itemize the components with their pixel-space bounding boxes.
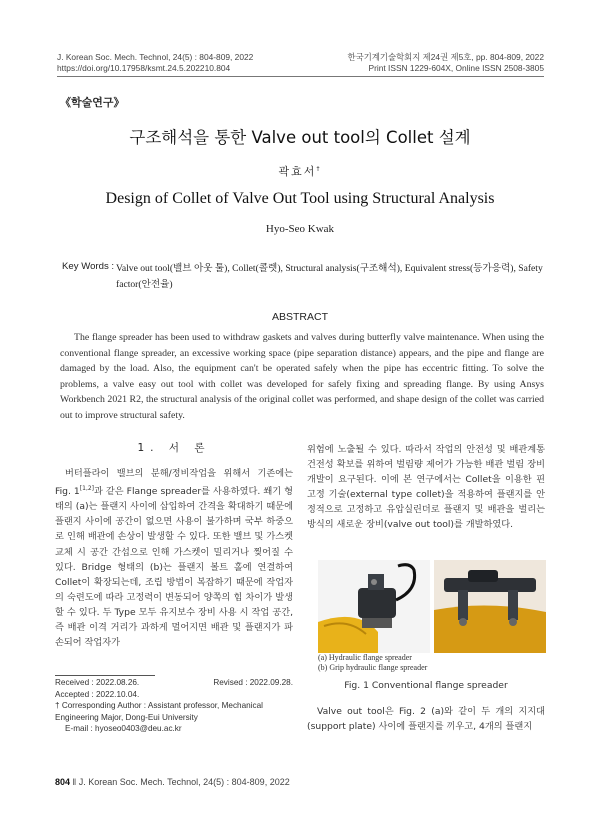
received-date: Received : 2022.08.26. <box>55 678 140 687</box>
corresponding-author: † Corresponding Author : Assistant professor, Mechanical Engineering Major, Dong-Eui University <box>55 701 263 722</box>
grip-flange-spreader-photo <box>434 560 546 653</box>
footer-journal: J. Korean Soc. Mech. Technol, 24(5) : 804-809, 2022 <box>78 777 290 787</box>
revised-date: Revised : 2022.09.28. <box>213 678 293 687</box>
keywords-text: Valve out tool(밸브 아웃 툴), Collet(콜렛), Structural analysis(구조해석), Equivalent stress(등가응력), Safety factor(안전율) <box>116 263 543 290</box>
subcaption-a: (a) Hydraulic flange spreader <box>318 653 412 662</box>
article-category: 《학술연구》 <box>60 96 125 109</box>
author-name-ko: 곽효서 <box>278 165 317 178</box>
doi-link[interactable]: https://doi.org/10.17958/ksmt.24.5.202210.804 <box>57 63 231 73</box>
accepted-date: Accepted : 2022.10.04. <box>55 689 140 699</box>
title-english: Design of Collet of Valve Out Tool using Structural Analysis <box>105 190 495 207</box>
keywords-label: Key Words : <box>62 261 115 272</box>
intro-left-column <box>55 466 293 650</box>
footnotes <box>55 677 293 735</box>
page-footer: 804 ‖ J. Korean Soc. Mech. Technol, 24(5) : 804-809, 2022 <box>55 777 290 787</box>
received-revised-row <box>55 677 293 689</box>
author-email[interactable]: E-mail : hyoseo0403@deu.ac.kr <box>65 724 182 733</box>
journal-citation: J. Korean Soc. Mech. Technol, 24(5) : 804-809, 2022 <box>57 52 254 62</box>
subcaption-b: (b) Grip hydraulic flange spreader <box>318 663 428 672</box>
running-header-left <box>57 52 253 74</box>
intro-paragraph-1 <box>55 466 293 650</box>
author-english: Hyo-Seo Kwak <box>265 223 335 235</box>
corresponding-mark: † <box>316 165 322 173</box>
figure-1-subcaptions <box>318 653 427 673</box>
author-korean <box>0 163 600 179</box>
abstract-body: The flange spreader has been used to withdraw gaskets and valves during butterfly valve maintenance. When using the conventional flange spreader, an excessive working space (pipe separation distance) appears, and the pipe and flange are damaged by the load. Also, the equipment can't be operated safely when the pipe has eccentric fitting. To solve the problems, a valve easy out tool with collet was developed for safely fixing and spreading flange. By using Ansys Workbench 2021 R2, the structural analysis of the original collet was performed, and shape design of the collet was carried out to improve structural safety. <box>60 332 544 421</box>
footnote-rule <box>55 675 155 676</box>
title-korean: 구조해석을 통한 Valve out tool의 Collet 설계 <box>129 128 471 147</box>
intro-text-part-b: 과 같은 Flange spreader를 사용하였다. 쐐기 형태의 (a)는 플랜지 사이에 삽입하여 간격을 확대하기 때문에 플랜지 사이에 공간이 없으면 사용이 불가하며 국부 하중으로 인해 배관에 손상이 발생할 수 있다. 또한 밸브 및 가스켓 교체 시 공간 간섭으로 인해 가스켓이 밀리거나 찢어질 수 있다. Bridge 형태의 (b)는 플랜지 볼트 홀에 연결하여 Collet이 확장되는데, 조립 방법이 복잡하기 때문에 작업자의 숙련도에 따라 고정력이 변동되어 양쪽의 힘 차이가 발생할 수 있다. 두 Type 모두 유지보수 장비 사용 시 작업 공간, 즉 배관 이격 거리가 과하게 멀어지면 배관 및 플랜지가 파손되어 작업자가 <box>55 486 293 649</box>
running-header-right <box>348 52 544 74</box>
section-heading-introduction: 1. 서 론 <box>137 442 211 454</box>
figure-1-image <box>318 560 546 653</box>
citation-ref[interactable]: [1,2] <box>79 485 95 493</box>
header-rule <box>57 76 544 77</box>
intro-paragraph-3: Valve out tool은 Fig. 2 (a)와 같이 두 개의 지지대(support plate) 사이에 플랜지를 끼우고, 4개의 플랜지 <box>307 706 545 733</box>
intro-right-column <box>307 442 545 533</box>
hydraulic-flange-spreader-photo <box>318 560 430 653</box>
figure-1-caption: Fig. 1 Conventional flange spreader <box>344 680 508 691</box>
abstract-heading: ABSTRACT <box>271 311 328 323</box>
issn-line: Print ISSN 1229-604X, Online ISSN 2508-3805 <box>368 63 544 73</box>
intro-paragraph-2: 위험에 노출될 수 있다. 따라서 작업의 안전성 및 배관계통 건전성 확보를 위하여 벌림량 제어가 가능한 배관 벌림 장비개발이 요구된다. 이에 본 연구에서는 Collet을 이용한 핀 고정 기술(external type collet)을 적용하여 플랜지를 안정적으로 고정하고 유압실린더로 플랜지 및 배관을 벌리는 방식의 새로운 장비(valve out tool)를 개발하였다. <box>307 444 545 531</box>
intro-text-part-a: 버터플라이 밸브의 분해/정비작업을 위해서 기존에는 Fig. 1 <box>55 468 293 498</box>
journal-citation-ko: 한국기계기술학회지 제24권 제5호, pp. 804-809, 2022 <box>347 52 544 62</box>
page-number: 804 <box>55 777 71 787</box>
